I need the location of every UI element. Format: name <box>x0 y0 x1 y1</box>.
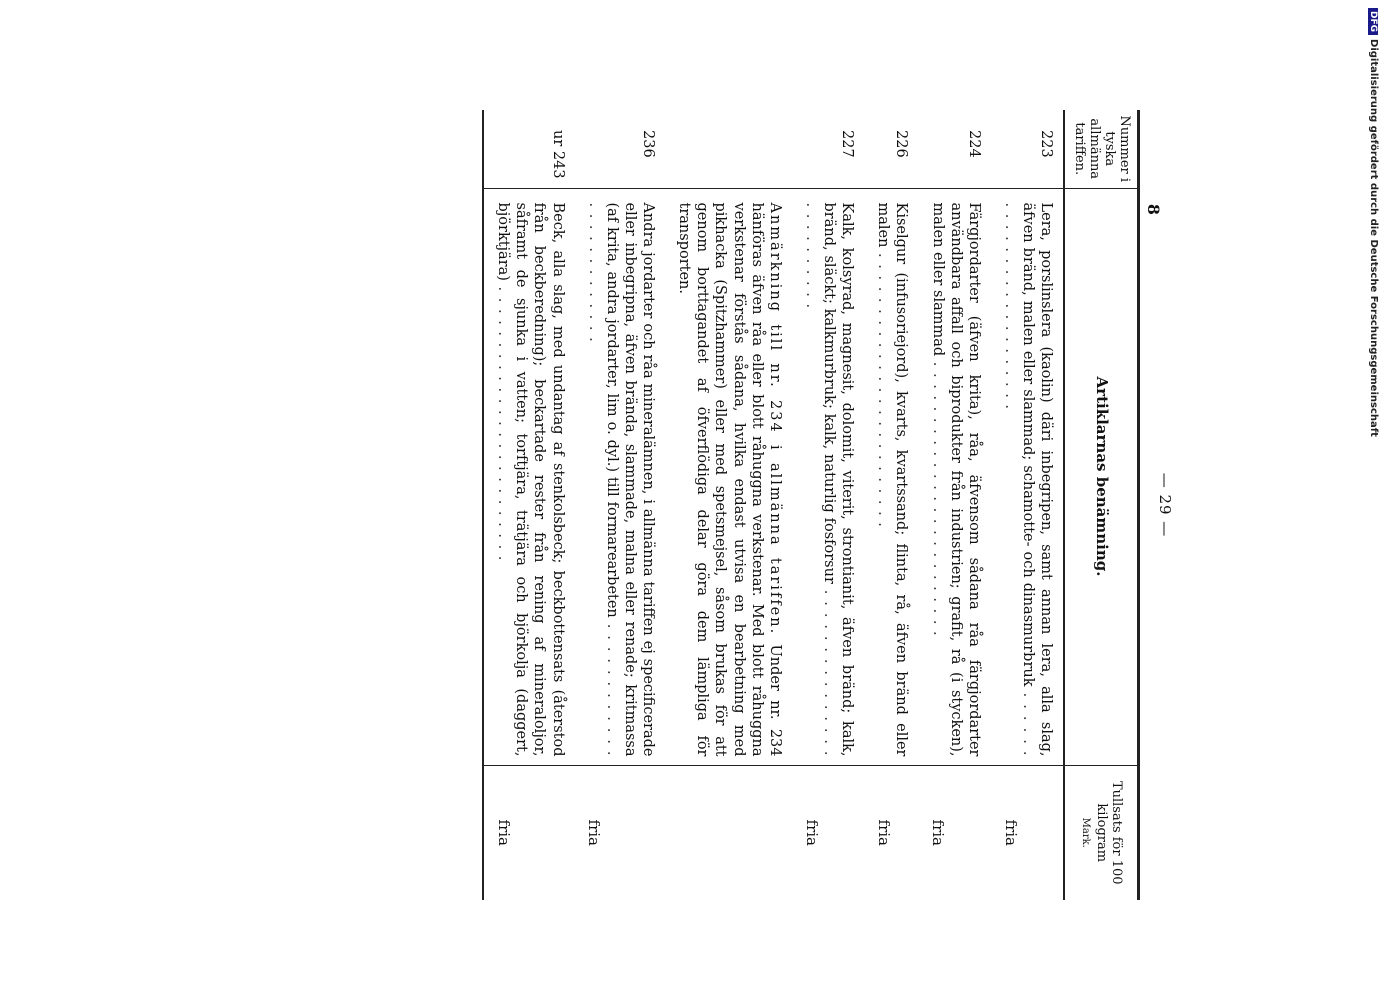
digitization-credit <box>1366 8 1382 437</box>
row-description <box>792 188 864 765</box>
tariff-table <box>482 110 1140 900</box>
row-description <box>575 188 666 765</box>
row-description <box>919 188 991 765</box>
table-row <box>575 110 666 900</box>
row-rate: fria <box>585 819 604 846</box>
row-description-text: Lera, porslinslera (kaolin) däri inbegripen, samt annan lera, alla slag, äfven bränd, malen eller slammad; schamotte- och dinasmurbruk <box>1020 202 1055 757</box>
dfg-logo: DFG <box>1368 8 1378 35</box>
row-number: 227 <box>839 130 856 158</box>
row-number: 226 <box>893 130 910 158</box>
table-row <box>991 110 1064 900</box>
header-rate <box>1064 765 1138 900</box>
row-rate: fria <box>483 765 575 900</box>
row-description <box>483 188 575 765</box>
header-description: Artiklarnas benämning. <box>1064 188 1138 765</box>
row-rate: fria <box>1001 819 1020 846</box>
header-number: Nummer i tyska allmänna tariffen. <box>1064 110 1138 188</box>
row-number: ur 243 <box>483 110 575 188</box>
row-description-text: Andra jordarter och råa mineralämnen, i allmänna tariffen ej specificerade eller inbegripna, äfven brända, slammade, malna eller renade; kritmassa (af krita, andra jordarter, lim o. dyl.) till formarearbeten <box>603 202 657 757</box>
row-description-text: Beck, alla slag, med undantag af stenkolsbeck; beckbottensats (återstod från beckberedning); beckartade rester från rening af mineraloljor, såframt de sjunka i vatten; torftjära, trätjära och björkolja (daggert, björktjära) <box>495 202 566 757</box>
row-description-text: Kiselgur (infusoriejord), kvarts, kvartssand; flinta, rå, äfven bränd eller malen <box>875 202 910 757</box>
row-description-text: Färgjordarter (äfven krita), råa, äfvensom sådana råa färgjordarter användbara affall och biprodukter från industrien; grafit, rå (i stycken), malen eller slammad <box>929 202 982 757</box>
row-description <box>991 188 1064 765</box>
row-number: 224 <box>965 130 982 158</box>
row-description-text: Kalk, kolsyrad, magnesit, dolomit, viterit, strontianit, äfven bränd; kalk, bränd, släckt; kalkmurbruk; kalk, naturlig fosforsur <box>821 202 856 757</box>
table-row <box>864 110 918 900</box>
remark-label: Anmärkning till nr. 234 i allmänna tariffen. <box>766 202 783 636</box>
row-rate: fria <box>802 819 821 846</box>
row-description <box>864 188 918 765</box>
row-number: 223 <box>1038 130 1055 158</box>
header-rate-label: Tullsats för 100 kilogram <box>1093 780 1124 885</box>
row-rate: fria <box>875 819 893 846</box>
row-number: 236 <box>640 130 657 158</box>
remark-note <box>665 188 792 765</box>
remark-text: Under nr. 234 hänföras äfven råa eller blott råhuggna verkstenar. Med blott råhuggna verkstenar förstås sådana, hvilka endast utvisa en bearbetning med pikhacka (Spitzhammer) eller med spetsmejsel, såsom brukas för att genom borttagandet af öfverflödiga delar göra dem lämpliga för transporten. <box>676 202 783 757</box>
header-rate-unit: Mark. <box>1079 817 1091 848</box>
rotated-page-content <box>225 110 1174 900</box>
note-row <box>665 110 792 900</box>
table-header-row <box>1064 110 1138 900</box>
table-row <box>792 110 864 900</box>
credit-label: Digitalisierung gefördert durch die Deutsche Forschungsgemeinschaft <box>1368 39 1379 437</box>
signature-mark: 8 <box>1144 203 1164 216</box>
row-rate: fria <box>929 819 948 846</box>
digitization-credit-text <box>1368 8 1379 437</box>
page-number: — 29 — <box>1156 472 1174 538</box>
table-row <box>919 110 991 900</box>
table-row <box>483 110 575 900</box>
